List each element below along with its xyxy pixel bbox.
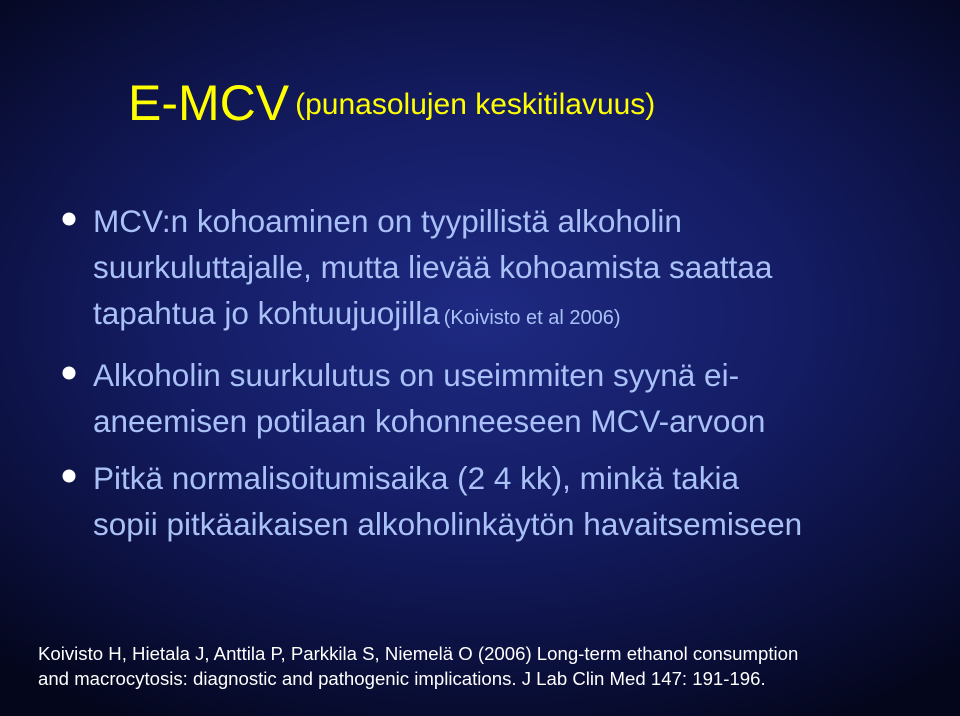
bullet-list	[60, 198, 940, 558]
bullet-dot-icon	[62, 469, 76, 483]
reference-line: and macrocytosis: diagnostic and pathogenic implications. J Lab Clin Med 147: 191-196.	[38, 668, 766, 689]
bullet-line: suurkuluttajalle, mutta lievää kohoamista saattaa	[93, 249, 773, 285]
bullet-line: aneemisen potilaan kohonneeseen MCV-arvoon	[93, 403, 766, 439]
bullet-item	[60, 352, 940, 444]
inline-citation: (Koivisto et al 2006)	[443, 307, 621, 329]
slide-title	[128, 75, 656, 131]
bullet-line: Alkoholin suurkulutus on useimmiten syynä ei-	[93, 357, 740, 393]
bullet-item	[60, 455, 940, 547]
bullet-line: Pitkä normalisoitumisaika (2 4 kk), minkä takia	[93, 460, 739, 496]
bullet-dot-icon	[62, 366, 76, 380]
title-main: E-MCV	[128, 75, 290, 131]
bullet-line-text: tapahtua jo kohtuujuojilla	[93, 295, 440, 331]
reference-citation	[38, 641, 938, 691]
bullet-line: sopii pitkäaikaisen alkoholinkäytön havaitsemiseen	[93, 506, 803, 542]
bullet-dot-icon	[62, 212, 76, 226]
reference-line: Koivisto H, Hietala J, Anttila P, Parkkila S, Niemelä O (2006) Long-term ethanol consumption	[38, 643, 799, 664]
title-subtitle: (punasolujen keskitilavuus)	[295, 88, 656, 121]
bullet-line: MCV:n kohoaminen on tyypillistä alkoholin	[93, 203, 682, 239]
bullet-line-with-citation	[93, 290, 940, 341]
bullet-item	[60, 198, 940, 341]
